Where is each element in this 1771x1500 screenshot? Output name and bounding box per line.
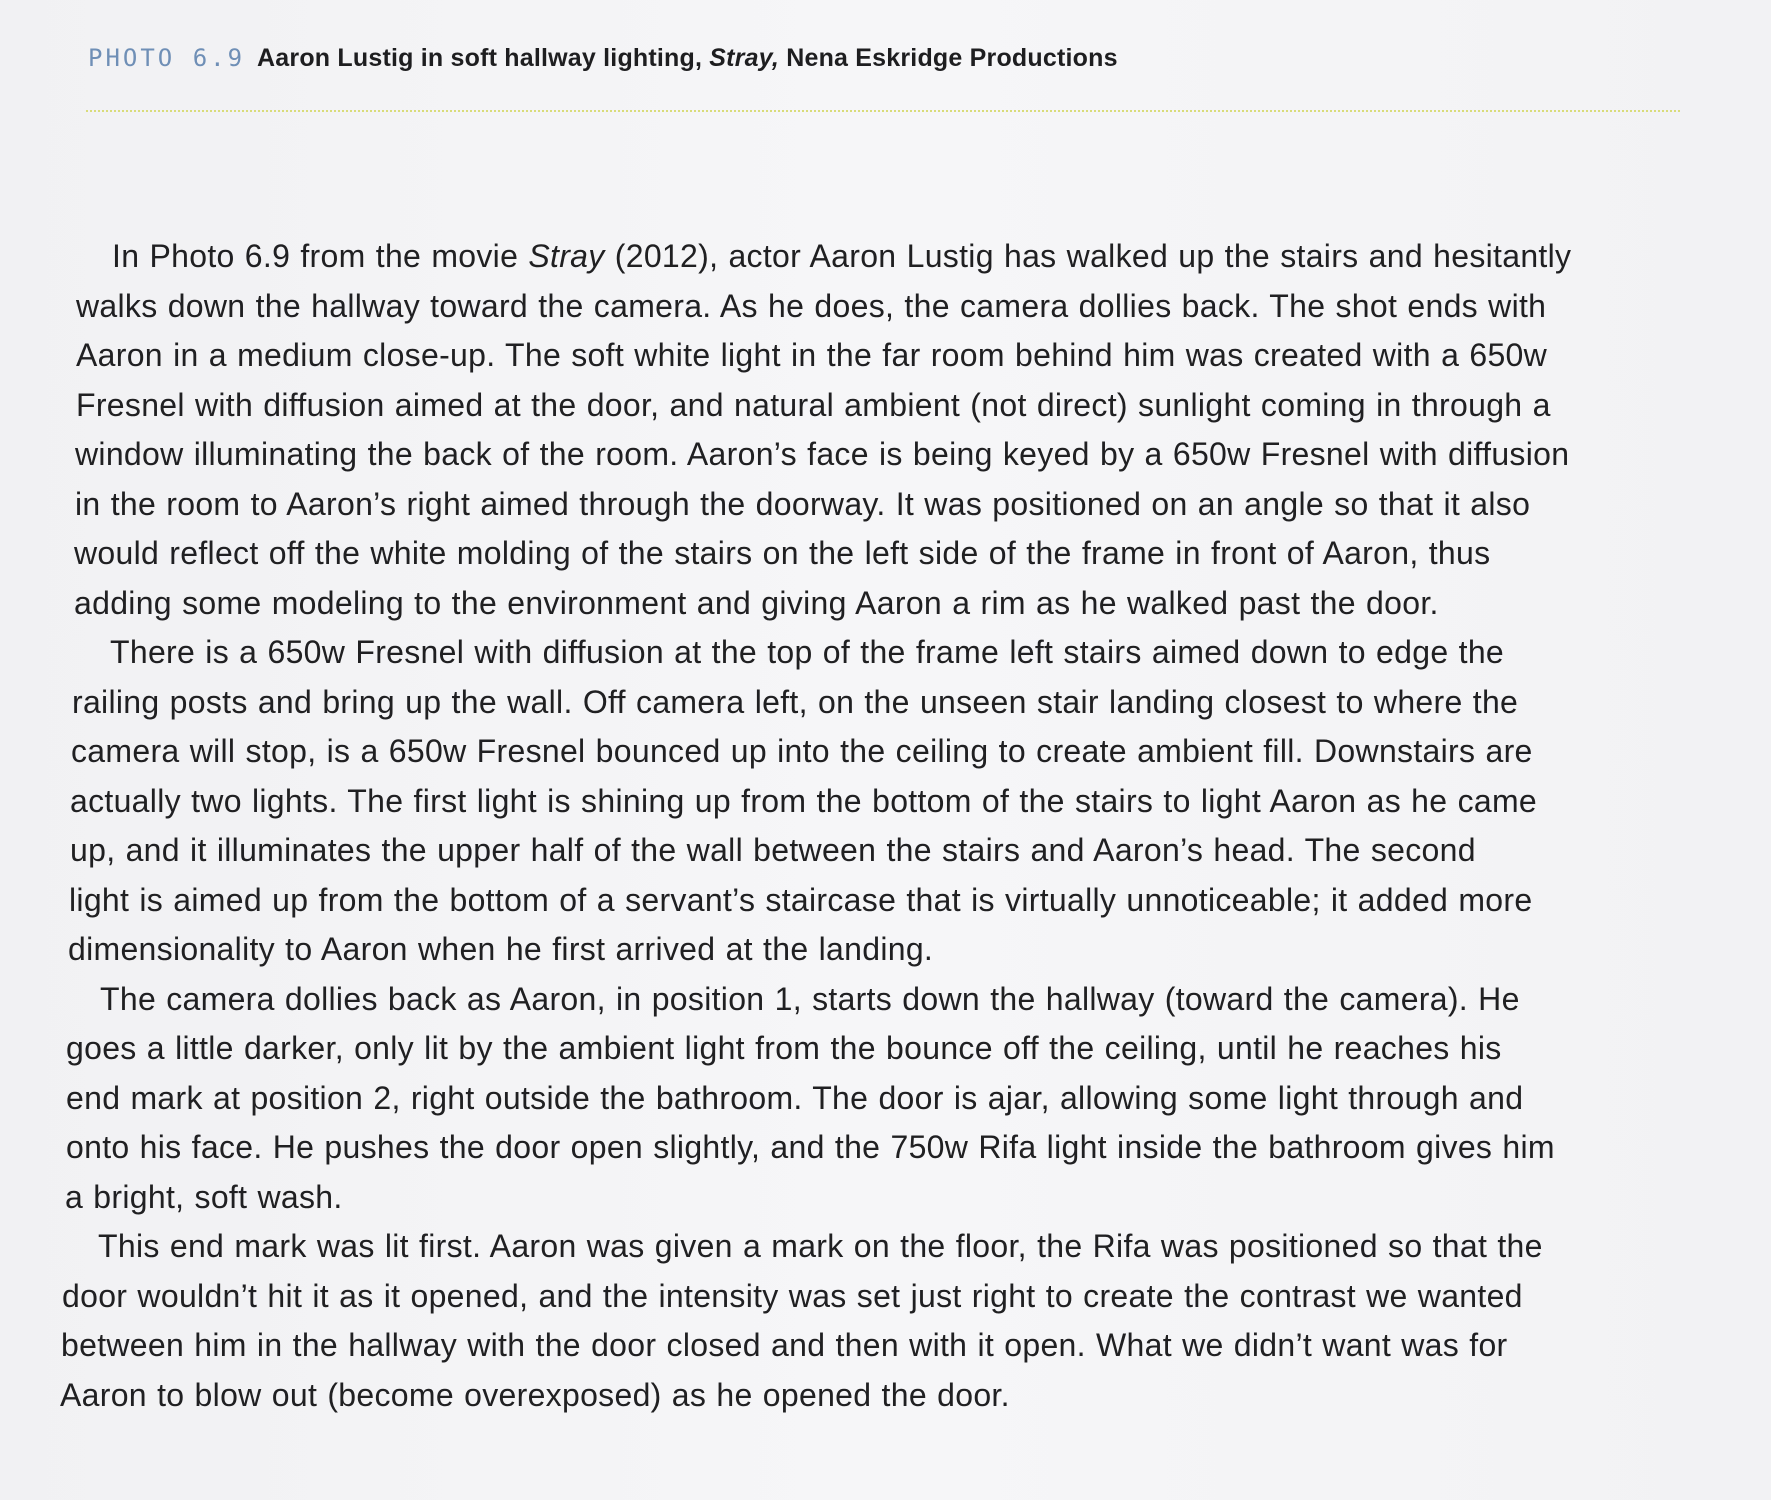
paragraph-1-line-6: in the room to Aaron’s right aimed through the doorway. It was positioned on an angle so that it also xyxy=(75,485,1531,522)
caption-film-title: Stray, xyxy=(709,44,780,72)
paragraph-1-line-7: would reflect off the white molding of the stairs on the left side of the frame in front of Aaron, thus xyxy=(74,535,1491,571)
paragraph-1-line-4: Fresnel with diffusion aimed at the door, and natural ambient (not direct) sunlight coming in through a xyxy=(76,386,1551,423)
paragraph-2-line-6: light is aimed up from the bottom of a servant’s staircase that is virtually unnoticeable; it added more xyxy=(69,881,1533,918)
caption-text-after: Nena Eskridge Productions xyxy=(779,44,1118,72)
paragraph-2-line-7: dimensionality to Aaron when he first arrived at the landing. xyxy=(68,931,934,967)
film-title: Stray xyxy=(528,238,605,274)
paragraph-1-line-3: Aaron in a medium close-up. The soft white light in the far room behind him was created with a 650w xyxy=(76,337,1548,373)
paragraph-4-line-4: Aaron to blow out (become overexposed) as he opened the door. xyxy=(60,1376,1010,1413)
paragraph-1-line-2: walks down the hallway toward the camera. As he does, the camera dollies back. The shot ends with xyxy=(76,287,1547,324)
paragraph-3-line-2: goes a little darker, only lit by the ambient light from the bounce off the ceiling, until he reaches his xyxy=(66,1030,1502,1066)
paragraph-1-line-5: window illuminating the back of the room. Aaron’s face is being keyed by a 650w Fresnel with diffusion xyxy=(75,436,1570,472)
line-text: (2012), actor Aaron Lustig has walked up the stairs and hesitantly xyxy=(604,238,1572,274)
paragraph-4-line-3: between him in the hallway with the door closed and then with it open. What we didn’t want was for xyxy=(61,1327,1508,1363)
line-text: In Photo 6.9 from the movie xyxy=(112,238,529,274)
paragraph-1-line-8: adding some modeling to the environment and giving Aaron a rim as he walked past the door. xyxy=(74,584,1439,621)
caption-label: PHOTO 6.9 xyxy=(88,44,246,72)
paragraph-2-line-4: actually two lights. The first light is shining up from the bottom of the stairs to light Aaron as he came xyxy=(70,782,1538,819)
paragraph-3-line-4: onto his face. He pushes the door open slightly, and the 750w Rifa light inside the bathroom gives him xyxy=(66,1129,1555,1165)
caption-text xyxy=(257,44,1118,72)
paragraph-3-line-3: end mark at position 2, right outside the bathroom. The door is ajar, allowing some light through and xyxy=(66,1079,1524,1116)
paragraph-2-line-3: camera will stop, is a 650w Fresnel bounced up into the ceiling to create ambient fill. Downstairs are xyxy=(71,733,1533,769)
photo-caption xyxy=(88,40,1688,76)
paragraph-3-line-1: The camera dollies back as Aaron, in position 1, starts down the hallway (toward the camera). He xyxy=(100,980,1520,1017)
paragraph-3-line-5: a bright, soft wash. xyxy=(65,1178,343,1215)
paragraph-2-line-2: railing posts and bring up the wall. Off camera left, on the unseen stair landing closest to where the xyxy=(72,683,1519,720)
caption-text-before: Aaron Lustig in soft hallway lighting, xyxy=(257,44,710,72)
paragraph-1-line-1 xyxy=(74,232,1686,282)
paragraph-2-line-5: up, and it illuminates the upper half of the wall between the stairs and Aaron’s head. The second xyxy=(70,832,1476,868)
caption-divider xyxy=(86,110,1680,112)
body-text xyxy=(60,232,1686,1420)
paragraph-2-line-1: There is a 650w Fresnel with diffusion at the top of the frame left stairs aimed down to edge the xyxy=(110,634,1505,670)
paragraph-4-line-2: door wouldn’t hit it as it opened, and the intensity was set just right to create the contrast we wanted xyxy=(62,1277,1523,1314)
paragraph-4-line-1: This end mark was lit first. Aaron was given a mark on the floor, the Rifa was positioned so that the xyxy=(98,1228,1543,1264)
